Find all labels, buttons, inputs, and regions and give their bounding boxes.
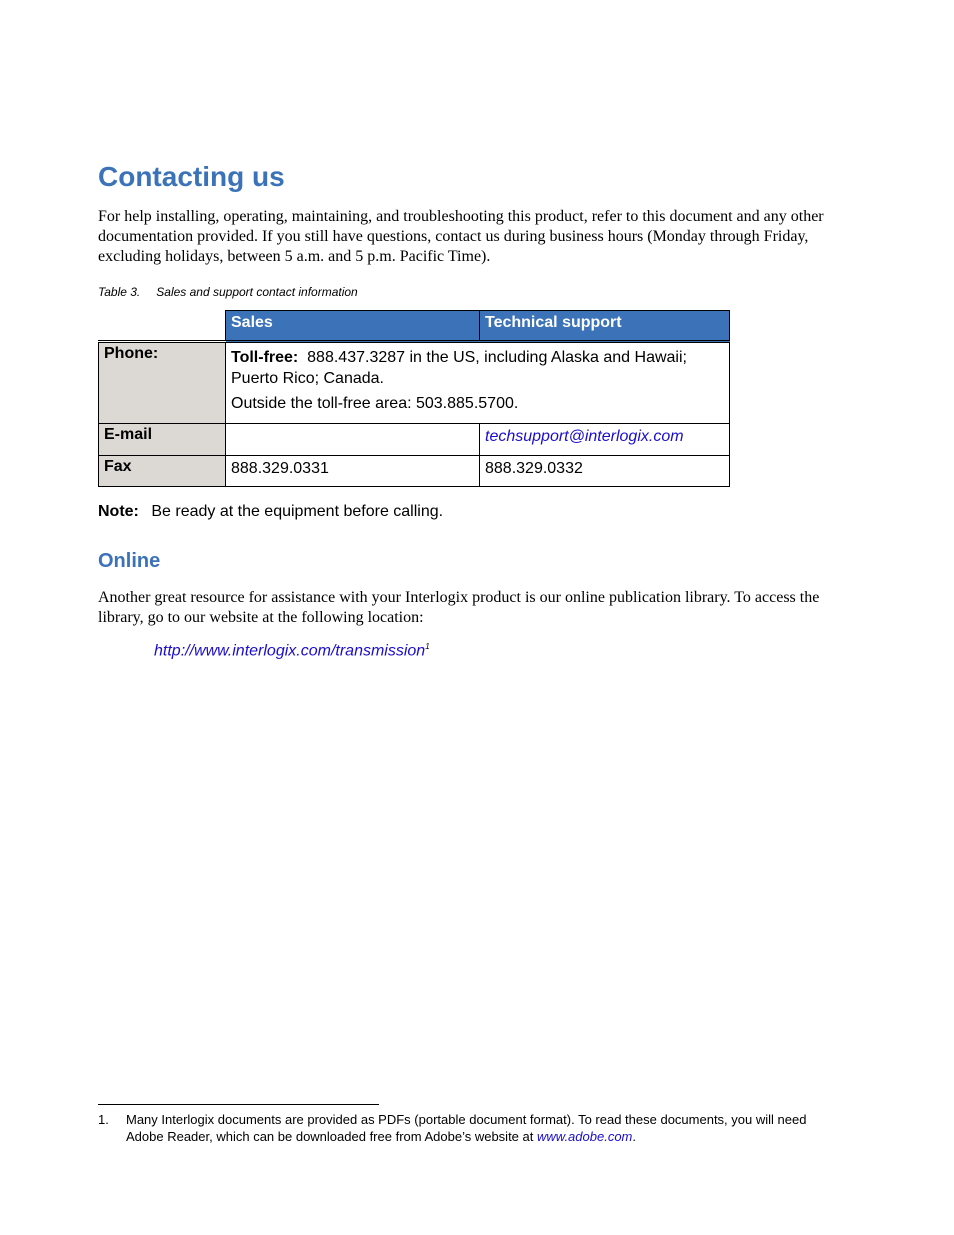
note-text: Be ready at the equipment before calling. bbox=[151, 503, 444, 520]
online-heading: Online bbox=[98, 550, 161, 572]
footnote-reference[interactable]: 1 bbox=[425, 642, 430, 651]
table-row-phone bbox=[99, 342, 730, 424]
adobe-link[interactable]: www.adobe.com bbox=[537, 1129, 633, 1144]
phone-outside: Outside the toll-free area: 503.885.5700. bbox=[231, 395, 519, 412]
table-row-email bbox=[99, 424, 730, 456]
fax-support-cell: 888.329.0332 bbox=[480, 456, 730, 487]
url-line bbox=[154, 637, 430, 661]
email-sales-cell bbox=[226, 424, 480, 456]
footnote-body bbox=[126, 1111, 838, 1145]
footnote-divider bbox=[98, 1104, 379, 1105]
note-label: Note: bbox=[98, 503, 139, 520]
table-caption-number: Table 3. bbox=[98, 285, 141, 299]
row-label-fax: Fax bbox=[99, 456, 226, 487]
page-title: Contacting us bbox=[98, 161, 285, 192]
table-caption bbox=[98, 284, 358, 300]
footnote-text: Many Interlogix documents are provided as PDFs (portable document format). To read these documents, you will need Adobe Reader, which can be downloaded free from Adobe’s website at bbox=[126, 1112, 807, 1144]
row-label-email: E-mail bbox=[99, 424, 226, 456]
support-email-link[interactable]: techsupport@interlogix.com bbox=[485, 428, 684, 445]
tollfree-value: 888.437.3287 in the US, including Alaska and Hawaii; Puerto Rico; Canada. bbox=[231, 349, 687, 387]
column-header-sales: Sales bbox=[226, 311, 480, 342]
tollfree-label: Toll-free: bbox=[231, 349, 299, 366]
table-corner-cell bbox=[99, 311, 226, 342]
email-support-cell bbox=[480, 424, 730, 456]
footnote bbox=[98, 1111, 838, 1145]
footnote-end: . bbox=[632, 1129, 637, 1144]
note bbox=[98, 502, 443, 522]
table-row-fax bbox=[99, 456, 730, 487]
intro-paragraph: For help installing, operating, maintaining, and troubleshooting this product, refer to this document and any other documentation provided. If you still have questions, contact us during business hours (Monday through Friday, excluding holidays, between 5 a.m. and 5 p.m. Pacific Time). bbox=[98, 208, 824, 265]
table-caption-text: Sales and support contact information bbox=[156, 285, 358, 299]
phone-details-cell bbox=[226, 342, 730, 424]
column-header-technical-support: Technical support bbox=[480, 311, 730, 342]
footnote-number: 1. bbox=[98, 1112, 109, 1127]
contact-table bbox=[98, 310, 730, 487]
online-paragraph: Another great resource for assistance with your Interlogix product is our online publication library. To access the library, go to our website at the following location: bbox=[98, 589, 820, 626]
phone-tollfree bbox=[231, 347, 724, 389]
row-label-phone: Phone: bbox=[99, 342, 226, 424]
table-header-row bbox=[99, 311, 730, 342]
fax-sales-cell: 888.329.0331 bbox=[226, 456, 480, 487]
transmission-url-link[interactable]: http://www.interlogix.com/transmission bbox=[154, 642, 426, 660]
